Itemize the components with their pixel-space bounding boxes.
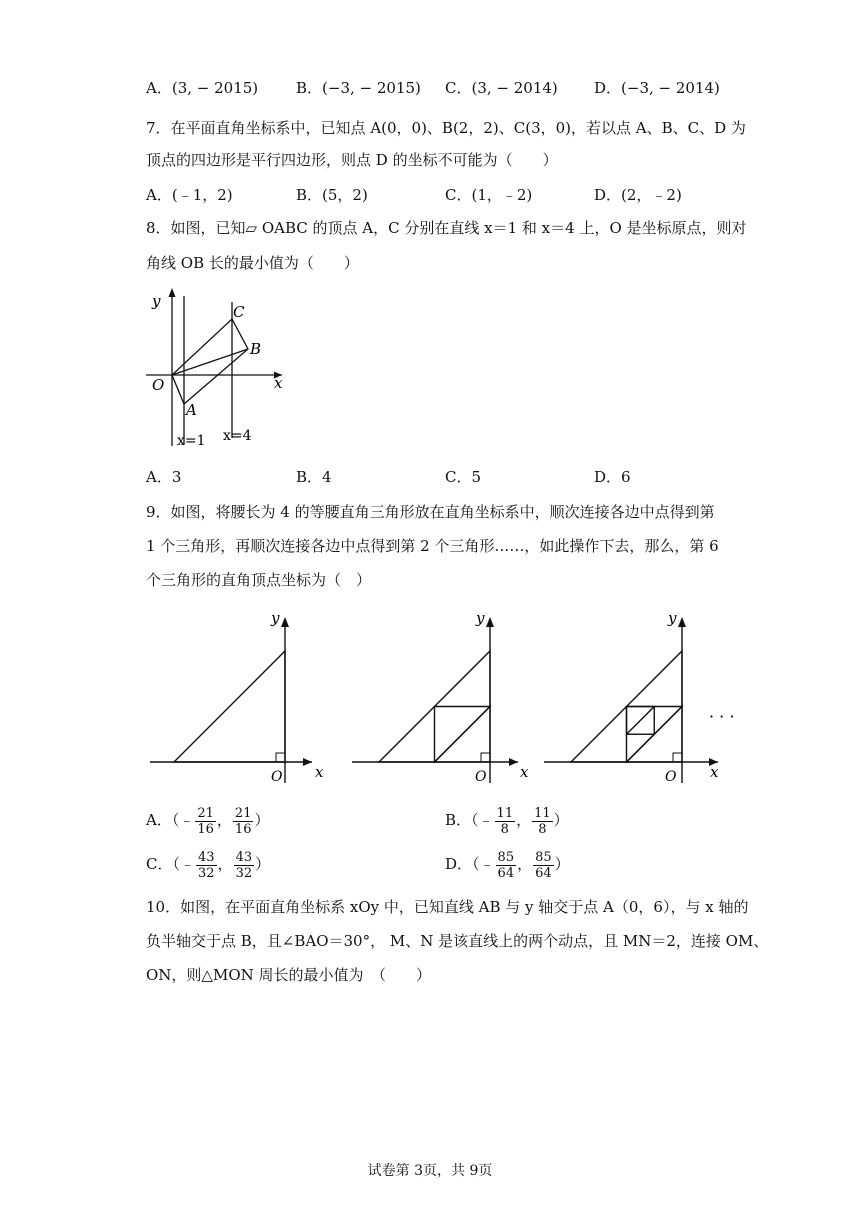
q7-option-d: D．(2，﹣2) bbox=[594, 186, 682, 204]
q8-stem-line1: 8．如图，已知▱ OABC 的顶点 A，C 分别在直线 x＝1 和 x＝4 上，O 是坐标原点，则对 bbox=[146, 219, 747, 237]
q6-option-b: B．(−3, − 2015) bbox=[296, 79, 421, 97]
q9-option-b: B．（﹣ $\frac{11}{8}$ ， $\frac{11}{8}$ ） bbox=[445, 805, 569, 837]
q7-option-b: B．(5，2) bbox=[296, 186, 368, 204]
q9-a-frac-y: $\frac{21}{16}$ bbox=[234, 805, 252, 837]
q9-panel-2 bbox=[352, 617, 518, 783]
q7-option-c: C．(1，﹣2) bbox=[445, 186, 533, 204]
q8-label-y: y bbox=[152, 292, 161, 310]
q9-option-c: C．（﹣ $\frac{43}{32}$ ， $\frac{43}{32}$ ） bbox=[146, 849, 271, 881]
q8-option-d: D．6 bbox=[594, 468, 631, 486]
q9-b-frac-x: $\frac{11}{8}$ bbox=[496, 805, 514, 837]
q7-stem-line2: 顶点的四边形是平行四边形，则点 D 的坐标不可能为（ ） bbox=[146, 151, 558, 169]
q9-ellipsis: · · · bbox=[709, 707, 735, 726]
q9-b-frac-y: $\frac{11}{8}$ bbox=[534, 805, 551, 837]
q8-label-c: C bbox=[233, 303, 245, 321]
q9-p1-label-x: x bbox=[315, 763, 324, 781]
q9-stem-line2: 1 个三角形，再顺次连接各边中点得到第 2 个三角形……，如此操作下去，那么，第 6 bbox=[146, 537, 719, 555]
q9-c-frac-x: $\frac{43}{32}$ bbox=[198, 849, 215, 881]
q9-c-frac-y: $\frac{43}{32}$ bbox=[235, 849, 253, 881]
q7-option-a: A．(﹣1，2) bbox=[146, 186, 233, 204]
q8-label-line-x4: x=4 bbox=[223, 428, 252, 444]
q6-option-a: A．(3, − 2015) bbox=[146, 79, 259, 97]
q8-label-x: x bbox=[274, 374, 283, 392]
q9-option-a: A．（﹣ $\frac{21}{16}$ ， $\frac{21}{16}$ ） bbox=[146, 805, 270, 837]
q9-stem-line1: 9．如图，将腰长为 4 的等腰直角三角形放在直角坐标系中，顺次连接各边中点得到第 bbox=[146, 503, 715, 521]
q8-label-o: O bbox=[152, 376, 165, 394]
q6-option-d: D．(−3, − 2014) bbox=[594, 79, 720, 97]
q8-label-a: A bbox=[186, 401, 197, 419]
q8-y-arrow bbox=[169, 288, 176, 297]
q9-panel-1 bbox=[150, 617, 312, 783]
q9-p1-label-y: y bbox=[271, 609, 280, 627]
q9-p2-label-x: x bbox=[520, 763, 529, 781]
q9-p3-label-o: O bbox=[665, 769, 677, 785]
q8-option-a: A．3 bbox=[146, 468, 182, 486]
q8-label-line-x1: x=1 bbox=[177, 433, 206, 449]
q9-p2-label-y: y bbox=[476, 609, 485, 627]
q9-stem-line3: 个三角形的直角顶点坐标为（ ） bbox=[146, 571, 372, 589]
q9-p1-label-o: O bbox=[271, 769, 283, 785]
q9-panel-3 bbox=[544, 617, 718, 783]
q7-stem-line1: 7．在平面直角坐标系中，已知点 A(0，0)、B(2，2)、C(3，0)，若以点 A、B、C、D 为 bbox=[146, 119, 746, 137]
q10-stem-line3: ON，则△MON 周长的最小值为 （ ） bbox=[146, 966, 432, 984]
q8-option-b: B．4 bbox=[296, 468, 332, 486]
q8-option-c: C．5 bbox=[445, 468, 482, 486]
page-footer: 试卷第 3页，共 9页 bbox=[367, 1163, 493, 1179]
q8-figure bbox=[140, 284, 300, 450]
q10-stem-line2: 负半轴交于点 B，且∠BAO＝30°， M、N 是该直线上的两个动点，且 MN＝2，连接 OM、 bbox=[146, 932, 769, 950]
q9-figure bbox=[140, 605, 760, 790]
q9-p3-label-x: x bbox=[710, 763, 719, 781]
q9-d-frac-x: $\frac{85}{64}$ bbox=[497, 849, 515, 881]
q9-p2-label-o: O bbox=[475, 769, 487, 785]
q8-stem-line2: 角线 OB 长的最小值为（ ） bbox=[146, 254, 359, 272]
q9-option-d: D．（﹣ $\frac{85}{64}$ ， $\frac{85}{64}$ ） bbox=[445, 849, 570, 881]
q8-label-b: B bbox=[250, 340, 262, 358]
q9-d-frac-y: $\frac{85}{64}$ bbox=[535, 849, 552, 881]
q9-p3-label-y: y bbox=[668, 609, 677, 627]
q9-a-frac-x: $\frac{21}{16}$ bbox=[197, 805, 214, 837]
q6-option-c: C．(3, − 2014) bbox=[445, 79, 558, 97]
q10-stem-line1: 10．如图，在平面直角坐标系 xOy 中，已知直线 AB 与 y 轴交于点 A（0，6），与 x 轴的 bbox=[146, 898, 749, 916]
